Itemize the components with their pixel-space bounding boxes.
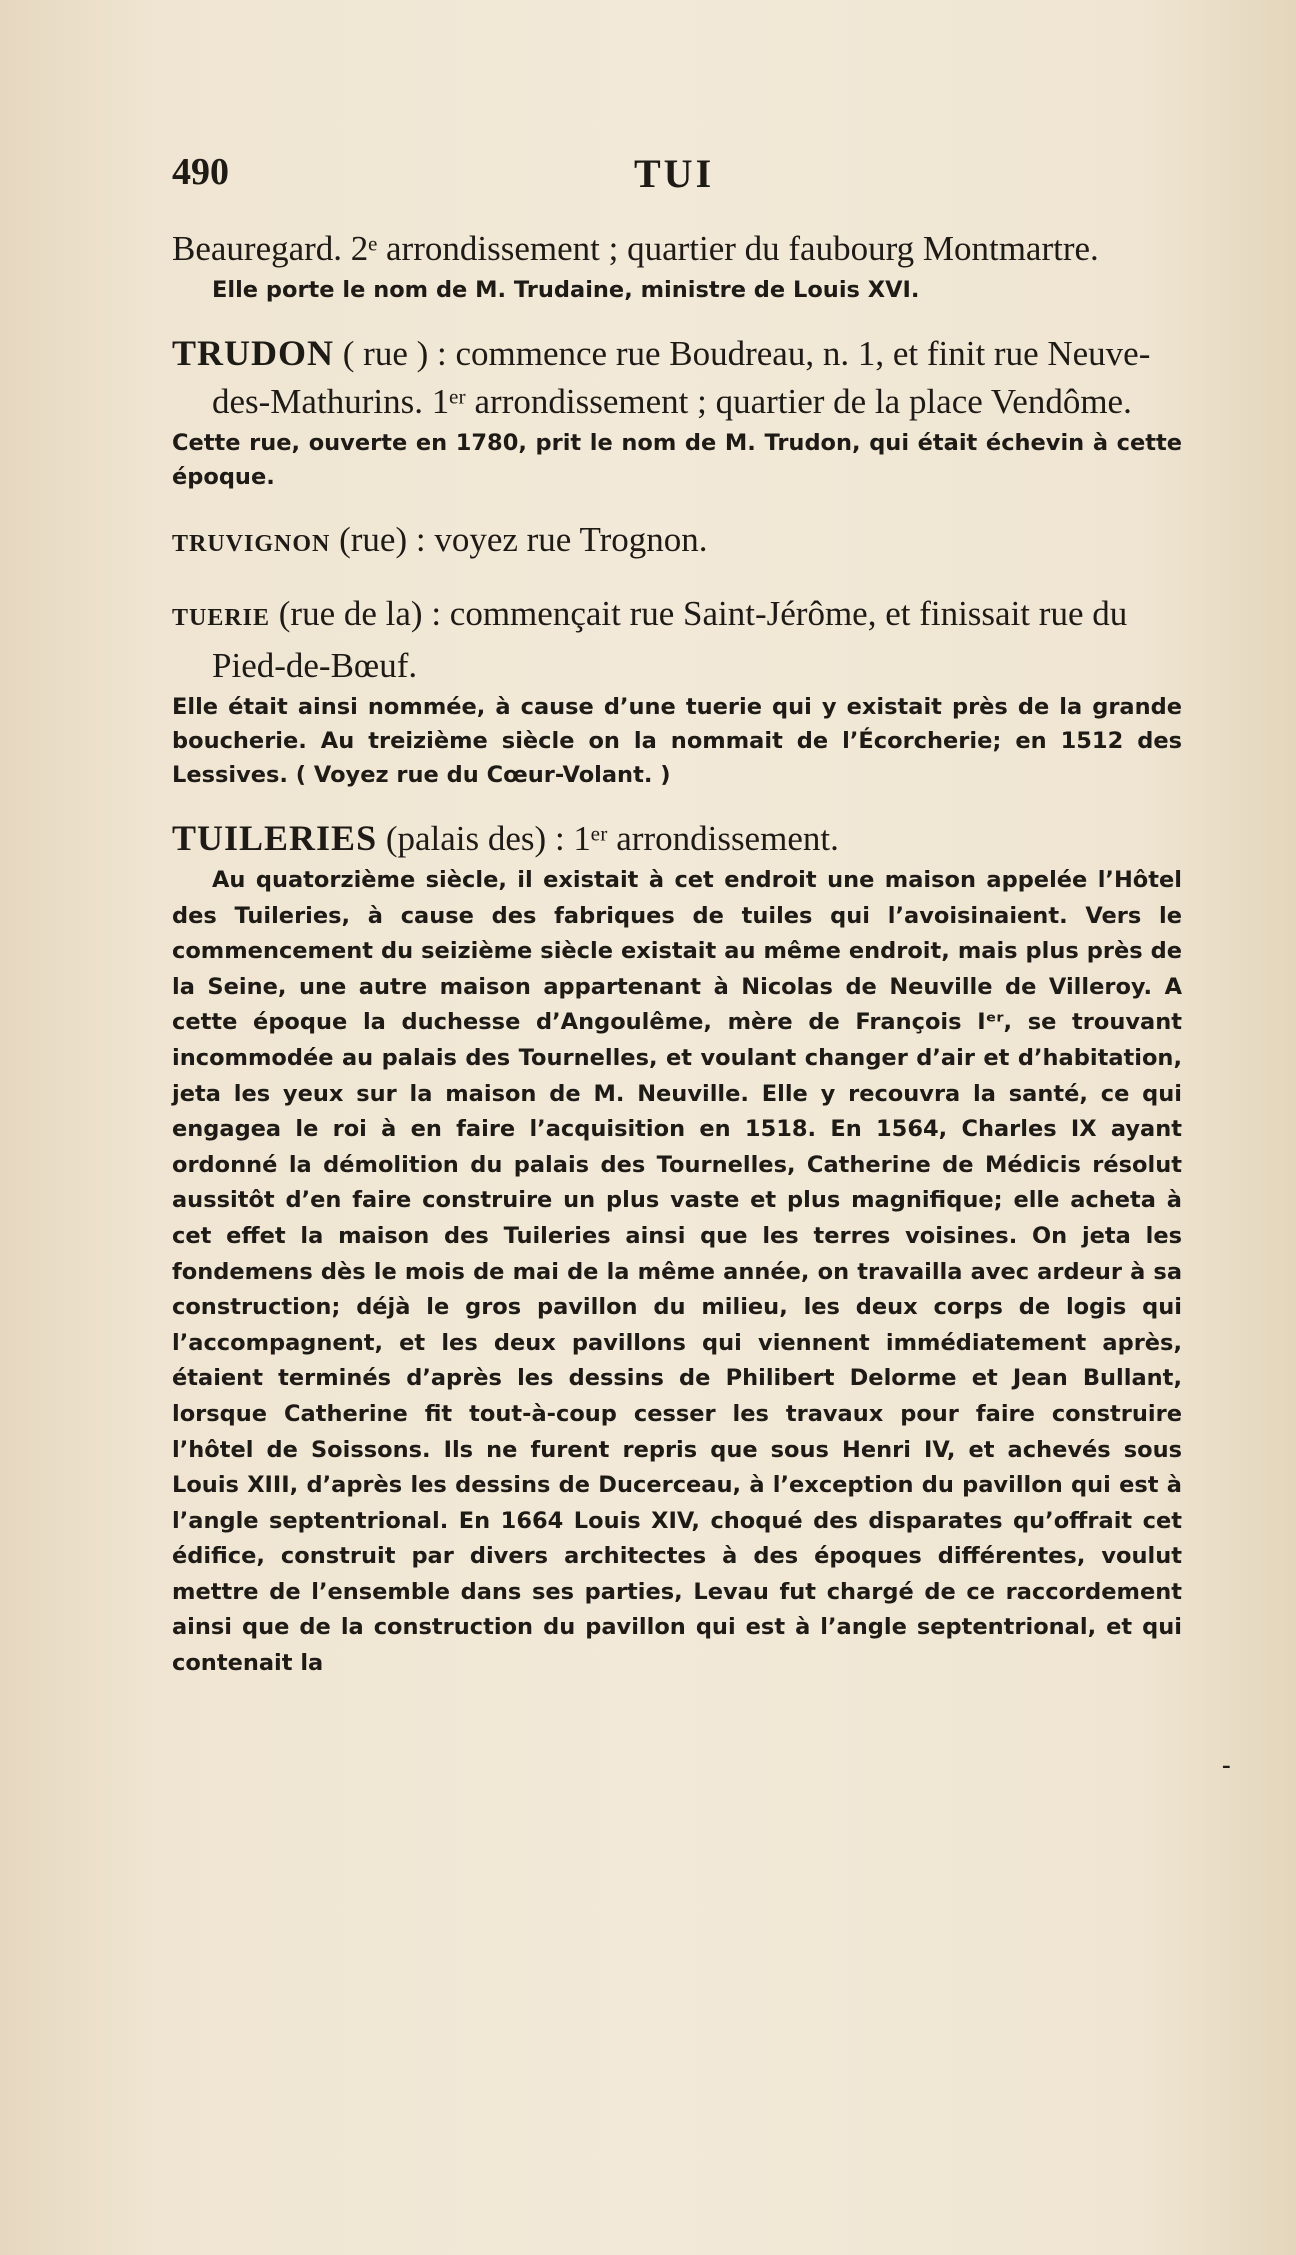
page-body bbox=[172, 225, 1182, 1682]
entry-headline bbox=[172, 590, 1182, 690]
entry-note: Cette rue, ouverte en 1780, prit le nom de M. Trudon, qui était échevin à cette époque. bbox=[172, 430, 1182, 490]
margin-mark: - bbox=[1222, 1750, 1231, 1779]
entry-headline bbox=[172, 814, 1182, 863]
entry-note: Au quatorzième siècle, il existait à cet endroit une maison appelée l’Hôtel des Tuileries, à cause des fabriques de tuiles qui l’avoisinaient. Vers le commencement du seizième siècle existait au même endroit, mais plus près de la Seine, une autre maison appartenant à Nicolas de Neuville de Villeroy. A cette époque la duchesse d’Angoulême, mère de François Iᵉʳ, se trouvant incommodée au palais des Tournelles, et voulant changer d’air et d’habitation, jeta les yeux sur la maison de M. Neuville. Elle y recouvra la santé, ce qui engagea le roi à en faire l’acquisition en 1518. En 1564, Charles IX ayant ordonné la démolition du palais des Tournelles, Catherine de Médicis résolut aussitôt d’en faire construire un plus vaste et plus magnifique; elle acheta à cet effet la maison des Tuileries ainsi que les terres voisines. On jeta les fondemens dès le mois de mai de la même année, on travailla avec ardeur à sa construction; déjà le gros pavillon du milieu, les deux corps de logis qui l’accompagnent, et les deux pavillons qui viennent immédiatement après, étaient terminés d’après les dessins de Philibert Delorme et Jean Bullant, lorsque Catherine fit tout-à-coup cesser les travaux pour faire construire l’hôtel de Soissons. Ils ne furent repris que sous Henri IV, et achevés sous Louis XIII, d’après les dessins de Ducerceau, à l’exception du pavillon qui est à l’angle septentrional. En 1664 Louis XIV, choqué des disparates qu’offrait cet édifice, construit par divers architectes à des époques différentes, voulut mettre de l’ensemble dans ses parties, Levau fut chargé de ce raccordement ainsi que de la construction du pavillon qui est à l’angle septentrional, et qui contenait la bbox=[172, 867, 1182, 1677]
entry-text: ( rue ) : commence rue Boudreau, n. 1, et finit rue Neuve-des-Mathurins. 1ᵉʳ arrondissement ; quartier de la place Vendôme. bbox=[212, 334, 1151, 421]
entry-headline bbox=[172, 329, 1182, 426]
entry-text: (rue) : voyez rue Trognon. bbox=[330, 520, 708, 559]
entry-term: TUERIE bbox=[172, 605, 271, 631]
entry-note: Elle était ainsi nommée, à cause d’une tuerie qui y existait près de la grande boucherie. Au treizième siècle on la nommait de l’Écorcherie; en 1512 des Lessives. ( Voyez rue du Cœur-Volant. ) bbox=[172, 694, 1182, 788]
entry-text: (rue de la) : commençait rue Saint-Jérôme, et finissait rue du Pied-de-Bœuf. bbox=[212, 594, 1128, 685]
entry-tuerie bbox=[172, 590, 1182, 792]
entry-text: Beauregard. 2ᵉ arrondissement ; quartier du faubourg Montmartre. bbox=[172, 229, 1099, 268]
entry-tuileries bbox=[172, 814, 1182, 1682]
entry-truvignon bbox=[172, 516, 1182, 568]
entry-headline bbox=[172, 516, 1182, 568]
entry-term: TRUDON bbox=[172, 333, 335, 373]
entry-note: Elle porte le nom de M. Trudaine, ministre de Louis XVI. bbox=[212, 277, 920, 303]
entry-term: TUILERIES bbox=[172, 818, 378, 858]
entry-beauregard-continued bbox=[172, 225, 1182, 307]
page-number: 490 bbox=[172, 151, 229, 193]
running-head: TUI bbox=[634, 151, 715, 196]
entry-trudon bbox=[172, 329, 1182, 494]
page-header bbox=[172, 150, 1132, 200]
entry-term: TRUVIGNON bbox=[172, 531, 331, 557]
entry-text: (palais des) : 1ᵉʳ arrondissement. bbox=[377, 819, 839, 858]
